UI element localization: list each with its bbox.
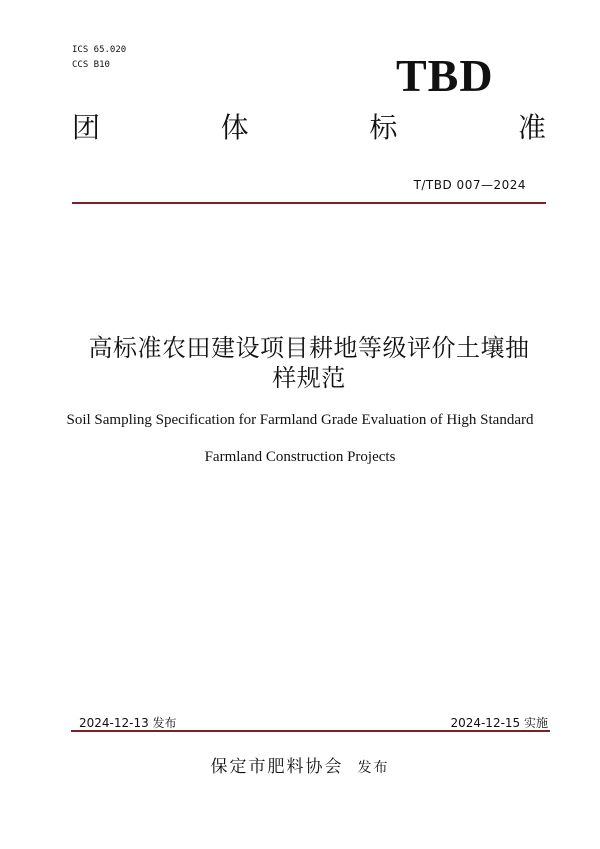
standard-type-char: 体 <box>220 111 249 144</box>
classification-codes <box>72 43 126 73</box>
chinese-title-line: 高标准农田建设项目耕地等级评价土壤抽 <box>88 334 530 362</box>
standard-type-char: 标 <box>369 111 398 144</box>
english-title <box>50 402 550 476</box>
header-divider <box>72 202 546 204</box>
english-title-line: Farmland Construction Projects <box>204 449 396 465</box>
chinese-title <box>60 333 558 393</box>
chinese-title-line: 样规范 <box>272 364 346 392</box>
publish-date: 2024-12-13 发布 <box>79 716 177 730</box>
ccs-code: CCS B10 <box>72 60 110 70</box>
footer-divider <box>71 730 550 732</box>
standard-code: T/TBD 007—2024 <box>413 178 526 192</box>
english-title-line: Soil Sampling Specification for Farmland Grade Evaluation of High Standard <box>66 412 534 428</box>
standard-type-heading <box>72 112 546 144</box>
organization-logo: TBD <box>396 50 494 101</box>
implement-date: 2024-12-15 实施 <box>450 716 548 730</box>
ics-code: ICS 65.020 <box>72 45 127 55</box>
publish-label: 发布 <box>357 760 390 776</box>
standard-type-char: 准 <box>517 111 546 144</box>
publisher-name: 保定市肥料协会 <box>210 757 344 777</box>
standard-type-char: 团 <box>72 111 101 144</box>
publisher-line <box>0 752 600 777</box>
